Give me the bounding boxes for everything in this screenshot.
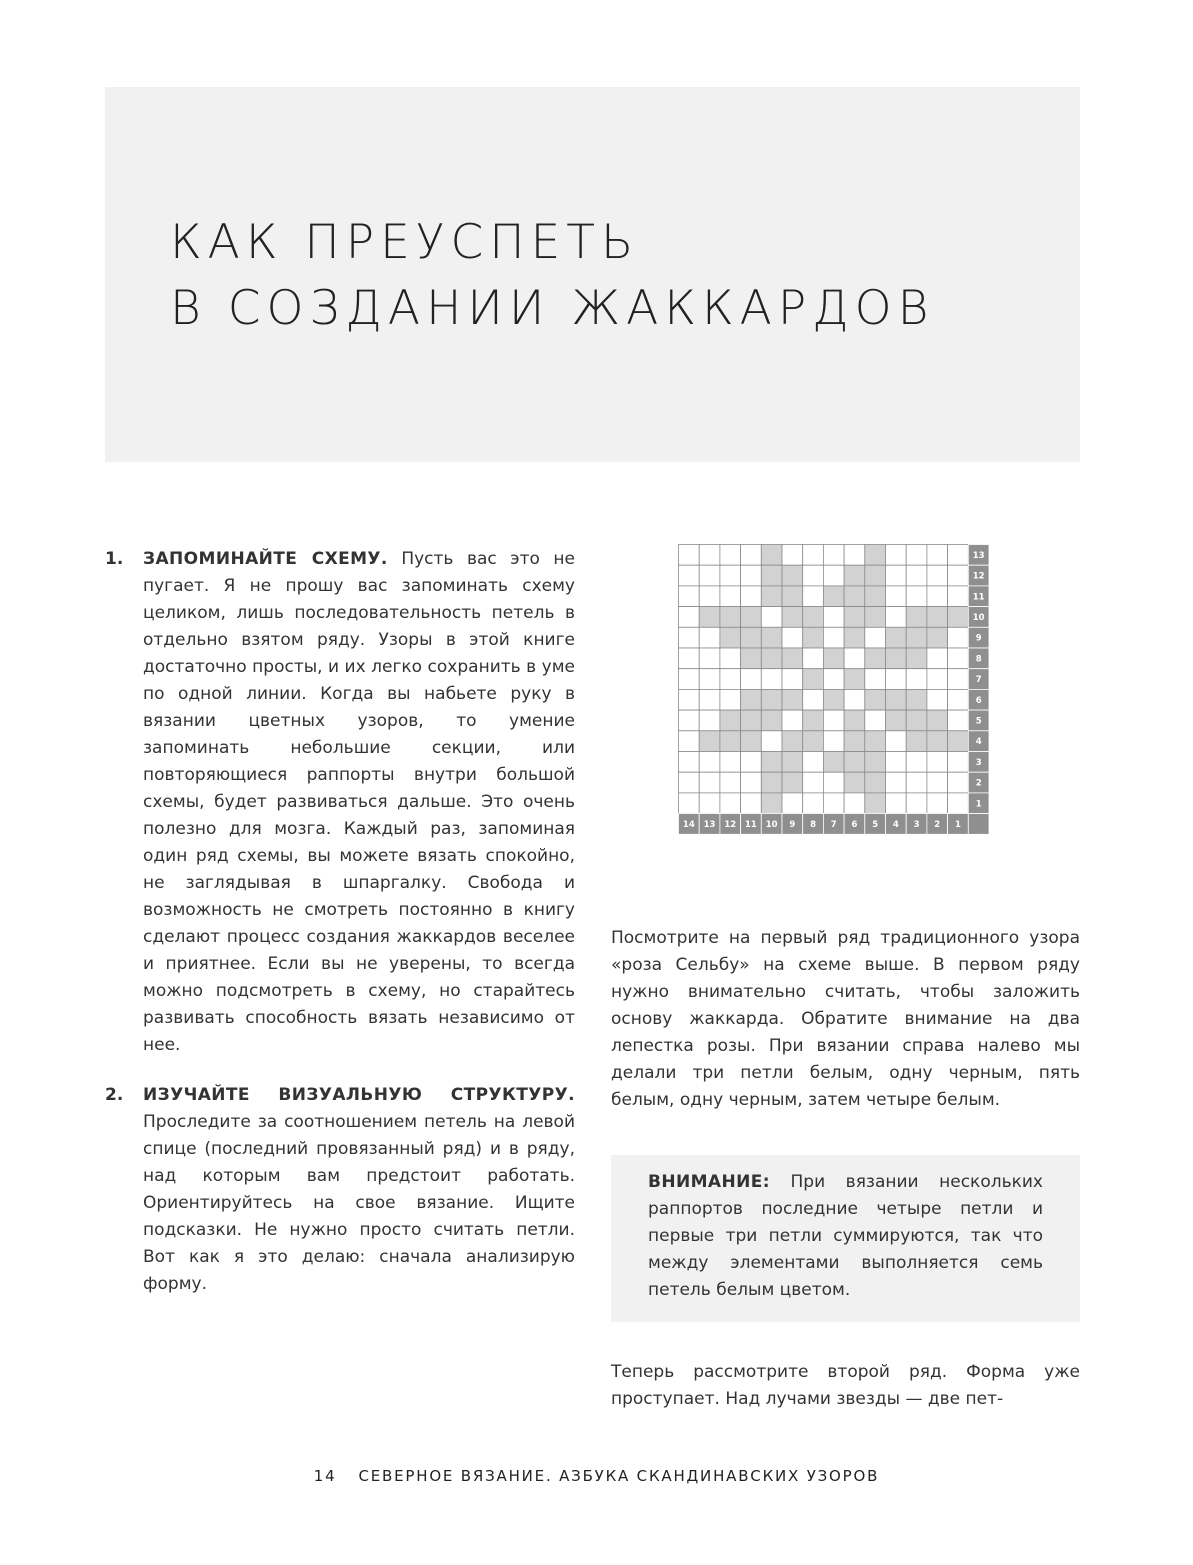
page-title-line-2: В СОЗДАНИИ ЖАККАРДОВ	[170, 281, 935, 336]
chart-cell-empty	[927, 793, 948, 814]
column-label: 5	[872, 819, 879, 830]
chart-cell-empty	[720, 648, 741, 669]
chart-cell-empty	[948, 586, 969, 607]
chart-cell-empty	[948, 669, 969, 690]
chart-cell-empty	[699, 793, 720, 814]
chart-cell-empty	[927, 565, 948, 586]
attention-callout	[611, 1155, 1080, 1322]
chart-cell-filled	[927, 731, 948, 752]
chart-cell-empty	[741, 772, 762, 793]
chart-cell-filled	[948, 731, 969, 752]
row-label: 8	[975, 654, 982, 665]
chart-cell-empty	[927, 648, 948, 669]
chart-cell-empty	[720, 772, 741, 793]
chart-cell-empty	[741, 793, 762, 814]
chart-cell-empty	[699, 586, 720, 607]
chart-explanation-paragraph: Посмотрите на первый ряд традиционного узора «роза Сельбу» на схеме выше. В первом ряду нужно внимательно считать, чтобы заложить основу жаккарда. Обратите внимание на два лепестка розы. При вязании справа налево мы делали три петли белым, одну черным, пять белым, одну черным, затем четыре белым.	[611, 928, 1080, 1110]
chart-cell-empty	[927, 772, 948, 793]
chart-cell-empty	[679, 648, 700, 669]
chart-cell-empty	[699, 545, 720, 566]
chart-cell-empty	[823, 607, 844, 628]
row-label: 12	[972, 571, 985, 582]
chart-cell-empty	[906, 793, 927, 814]
chart-cell-empty	[948, 627, 969, 648]
column-label: 3	[913, 819, 920, 830]
chart-cell-empty	[927, 545, 948, 566]
chart-cell-filled	[699, 607, 720, 628]
chart-cell-empty	[948, 545, 969, 566]
title-block	[105, 87, 1080, 462]
chart-cell-empty	[782, 669, 803, 690]
chart-cell-empty	[886, 669, 907, 690]
row-label: 2	[975, 778, 982, 789]
chart-cell-filled	[865, 607, 886, 628]
chart-cell-filled	[844, 607, 865, 628]
page-title-line-1: КАК ПРЕУСПЕТЬ	[170, 215, 640, 270]
row-label: 10	[972, 612, 985, 623]
second-row-paragraph: Теперь рассмотрите второй ряд. Форма уже проступает. Над лучами звезды — две пет-	[611, 1362, 1080, 1409]
chart-cell-empty	[823, 793, 844, 814]
chart-cell-filled	[844, 731, 865, 752]
row-label: 13	[972, 550, 985, 561]
chart-cell-empty	[906, 586, 927, 607]
chart-cell-filled	[865, 793, 886, 814]
chart-cell-empty	[948, 793, 969, 814]
chart-cell-empty	[886, 545, 907, 566]
column-label: 14	[682, 819, 695, 830]
chart-cell-filled	[823, 689, 844, 710]
chart-cell-empty	[720, 793, 741, 814]
chart-cell-empty	[782, 627, 803, 648]
column-label: 13	[703, 819, 716, 830]
chart-cell-empty	[741, 752, 762, 773]
chart-cell-filled	[741, 731, 762, 752]
chart-cell-filled	[761, 586, 782, 607]
chart-cell-empty	[803, 689, 824, 710]
chart-cell-filled	[782, 772, 803, 793]
row-label: 6	[975, 695, 982, 706]
chart-cell-filled	[823, 648, 844, 669]
chart-cell-empty	[865, 627, 886, 648]
chart-cell-empty	[886, 607, 907, 628]
chart-cell-empty	[886, 586, 907, 607]
row-label: 11	[972, 592, 985, 603]
chart-cell-empty	[803, 586, 824, 607]
chart-cell-empty	[823, 772, 844, 793]
chart-cell-empty	[679, 565, 700, 586]
knitting-chart-svg	[678, 544, 989, 834]
chart-corner-cell	[968, 814, 989, 834]
chart-cell-empty	[906, 772, 927, 793]
column-label: 2	[934, 819, 941, 830]
chart-cell-empty	[948, 565, 969, 586]
chart-cell-empty	[948, 689, 969, 710]
chart-cell-filled	[761, 772, 782, 793]
chart-cell-filled	[782, 586, 803, 607]
knitting-chart	[678, 544, 989, 834]
chart-cell-empty	[699, 689, 720, 710]
chart-cell-empty	[782, 710, 803, 731]
chart-cell-empty	[803, 772, 824, 793]
chart-cell-empty	[761, 669, 782, 690]
chart-cell-filled	[844, 752, 865, 773]
row-label: 7	[975, 675, 982, 686]
chart-cell-filled	[741, 627, 762, 648]
chart-cell-empty	[823, 627, 844, 648]
book-title: СЕВЕРНОЕ ВЯЗАНИЕ. АЗБУКА СКАНДИНАВСКИХ УЗОРОВ	[358, 1467, 880, 1485]
chart-cell-empty	[699, 752, 720, 773]
chart-cell-filled	[761, 545, 782, 566]
chart-cell-empty	[886, 772, 907, 793]
chart-cell-empty	[699, 710, 720, 731]
chart-cell-filled	[886, 689, 907, 710]
chart-cell-empty	[927, 689, 948, 710]
chart-cell-empty	[803, 793, 824, 814]
chart-cell-filled	[865, 752, 886, 773]
column-label: 10	[765, 819, 778, 830]
chart-cell-filled	[761, 793, 782, 814]
chart-cell-filled	[906, 648, 927, 669]
chart-cell-empty	[679, 710, 700, 731]
column-label: 12	[724, 819, 737, 830]
column-label: 9	[789, 819, 796, 830]
chart-cell-filled	[741, 710, 762, 731]
chart-cell-filled	[803, 710, 824, 731]
chart-cell-filled	[720, 731, 741, 752]
chart-cell-empty	[823, 731, 844, 752]
chart-cell-empty	[823, 565, 844, 586]
chart-cell-filled	[844, 565, 865, 586]
chart-cell-empty	[844, 689, 865, 710]
chart-cell-filled	[927, 607, 948, 628]
chart-cell-empty	[886, 731, 907, 752]
chart-cell-filled	[906, 627, 927, 648]
chart-cell-empty	[823, 545, 844, 566]
chart-cell-empty	[720, 545, 741, 566]
chart-cell-filled	[865, 648, 886, 669]
chart-cell-filled	[865, 586, 886, 607]
page-footer	[0, 1467, 1193, 1485]
chart-cell-empty	[927, 669, 948, 690]
chart-cell-empty	[823, 710, 844, 731]
chart-cell-empty	[886, 752, 907, 773]
chart-cell-empty	[927, 752, 948, 773]
chart-cell-empty	[741, 565, 762, 586]
item-number: 1.	[105, 549, 124, 569]
chart-cell-empty	[906, 545, 927, 566]
column-label: 11	[745, 819, 757, 830]
item-heading: ЗАПОМИНАЙТЕ СХЕМУ.	[143, 549, 388, 569]
chart-cell-empty	[679, 545, 700, 566]
chart-cell-empty	[679, 627, 700, 648]
chart-cell-empty	[679, 607, 700, 628]
chart-cell-filled	[865, 772, 886, 793]
chart-cell-empty	[679, 772, 700, 793]
chart-cell-empty	[803, 752, 824, 773]
chart-cell-empty	[803, 565, 824, 586]
chart-cell-filled	[782, 731, 803, 752]
chart-cell-empty	[720, 752, 741, 773]
chart-cell-filled	[761, 627, 782, 648]
chart-cell-filled	[906, 689, 927, 710]
chart-cell-empty	[761, 607, 782, 628]
chart-cell-filled	[927, 627, 948, 648]
chart-cell-empty	[679, 586, 700, 607]
chart-cell-filled	[761, 689, 782, 710]
chart-cell-filled	[823, 752, 844, 773]
chart-cell-filled	[803, 731, 824, 752]
row-label: 1	[975, 799, 982, 810]
chart-cell-filled	[761, 710, 782, 731]
chart-cell-empty	[906, 565, 927, 586]
chart-cell-filled	[782, 689, 803, 710]
chart-cell-empty	[948, 710, 969, 731]
chart-cell-filled	[720, 627, 741, 648]
chart-cell-filled	[761, 565, 782, 586]
chart-cell-empty	[782, 793, 803, 814]
chart-cell-filled	[906, 710, 927, 731]
chart-cell-empty	[844, 648, 865, 669]
chart-cell-filled	[906, 607, 927, 628]
chart-cell-filled	[948, 607, 969, 628]
chart-cell-filled	[844, 586, 865, 607]
chart-cell-empty	[803, 545, 824, 566]
row-label: 9	[975, 633, 982, 644]
page-number: 14	[313, 1467, 337, 1485]
item-number: 2.	[105, 1085, 124, 1105]
chart-cell-empty	[741, 545, 762, 566]
item-text: Проследите за соотношением петель на левой спице (последний провязанный ряд) и в ряду, над которым вам предстоит работать. Ориентируйтесь на свое вязание. Ищите подсказки. Не нужно просто считать петли. Вот как я это делаю: сначала анализирую форму.	[143, 1112, 575, 1294]
list-item	[105, 546, 575, 1059]
chart-cell-filled	[782, 565, 803, 586]
chart-cell-filled	[886, 648, 907, 669]
chart-cell-empty	[679, 731, 700, 752]
chart-cell-filled	[886, 710, 907, 731]
callout-heading: ВНИМАНИЕ:	[648, 1172, 770, 1192]
chart-cell-filled	[720, 710, 741, 731]
chart-cell-empty	[948, 752, 969, 773]
chart-cell-filled	[782, 752, 803, 773]
chart-cell-empty	[865, 669, 886, 690]
chart-cell-filled	[844, 710, 865, 731]
chart-cell-filled	[803, 669, 824, 690]
chart-cell-empty	[699, 669, 720, 690]
chart-cell-empty	[699, 648, 720, 669]
row-label: 5	[975, 716, 982, 727]
chart-cell-empty	[699, 627, 720, 648]
chart-cell-filled	[741, 648, 762, 669]
chart-cell-filled	[927, 710, 948, 731]
chart-cell-empty	[886, 793, 907, 814]
chart-cell-empty	[720, 689, 741, 710]
chart-cell-empty	[699, 565, 720, 586]
chart-cell-filled	[844, 772, 865, 793]
callout-text: При вязании нескольких раппортов последние четыре петли и первые три петли суммируются, так что между элементами выполняется семь петель белым цветом.	[648, 1172, 1043, 1300]
chart-cell-empty	[679, 669, 700, 690]
chart-cell-empty	[720, 669, 741, 690]
chart-cell-filled	[906, 731, 927, 752]
chart-cell-filled	[865, 565, 886, 586]
chart-cell-filled	[782, 607, 803, 628]
chart-cell-empty	[844, 545, 865, 566]
column-label: 7	[830, 819, 837, 830]
chart-cell-empty	[679, 752, 700, 773]
chart-cell-filled	[803, 627, 824, 648]
chart-cell-empty	[865, 710, 886, 731]
chart-cell-empty	[803, 648, 824, 669]
chart-cell-filled	[720, 607, 741, 628]
column-label: 8	[810, 819, 817, 830]
column-label: 1	[954, 819, 961, 830]
chart-cell-empty	[948, 648, 969, 669]
chart-cell-empty	[906, 669, 927, 690]
chart-cell-empty	[720, 586, 741, 607]
chart-cell-filled	[761, 648, 782, 669]
chart-cell-filled	[699, 731, 720, 752]
chart-cell-empty	[906, 752, 927, 773]
column-label: 6	[851, 819, 858, 830]
item-text: Пусть вас это не пугает. Я не прошу вас запоминать схему целиком, лишь последовательность петель в отдельно взятом ряду. Узоры в этой книге достаточно просты, и их легко сохранить в уме по одной линии. Когда вы набьете руку в вязании цветных узоров, то умение запоминать небольшие секции, или повторяющиеся раппорты внутри большой схемы, будет развиваться дальше. Это очень полезно для мозга. Каждый раз, запоминая один ряд схемы, вы можете вязать спокойно, не заглядывая в шпаргалку. Свобода и возможность не смотреть постоянно в книгу сделают процесс создания жаккардов веселее и приятнее. Если вы не уверены, то всегда можно подсмотреть в схему, но старайтесь развивать способность вязать независимо от нее.	[143, 549, 575, 1055]
chart-cell-filled	[865, 545, 886, 566]
chart-cell-empty	[720, 565, 741, 586]
chart-cell-filled	[865, 689, 886, 710]
chart-cell-filled	[761, 752, 782, 773]
row-label: 3	[975, 757, 982, 768]
chart-cell-filled	[844, 627, 865, 648]
column-label: 4	[892, 819, 899, 830]
chart-cell-empty	[927, 586, 948, 607]
chart-cell-empty	[948, 772, 969, 793]
chart-cell-empty	[741, 669, 762, 690]
chart-cell-empty	[844, 793, 865, 814]
list-item	[105, 1082, 575, 1298]
chart-cell-filled	[823, 586, 844, 607]
row-label: 4	[975, 737, 982, 748]
chart-cell-empty	[886, 565, 907, 586]
chart-cell-filled	[782, 648, 803, 669]
tips-list	[105, 546, 575, 1298]
chart-cell-filled	[741, 607, 762, 628]
chart-cell-filled	[803, 607, 824, 628]
chart-cell-filled	[865, 731, 886, 752]
chart-cell-empty	[761, 731, 782, 752]
chart-cell-empty	[823, 669, 844, 690]
chart-cell-filled	[741, 689, 762, 710]
chart-cell-empty	[679, 793, 700, 814]
chart-cell-empty	[782, 545, 803, 566]
chart-cell-empty	[679, 689, 700, 710]
item-heading: ИЗУЧАЙТЕ ВИЗУАЛЬНУЮ СТРУКТУРУ.	[143, 1085, 575, 1105]
chart-cell-filled	[844, 669, 865, 690]
chart-cell-filled	[886, 627, 907, 648]
chart-cell-empty	[699, 772, 720, 793]
chart-cell-empty	[741, 586, 762, 607]
